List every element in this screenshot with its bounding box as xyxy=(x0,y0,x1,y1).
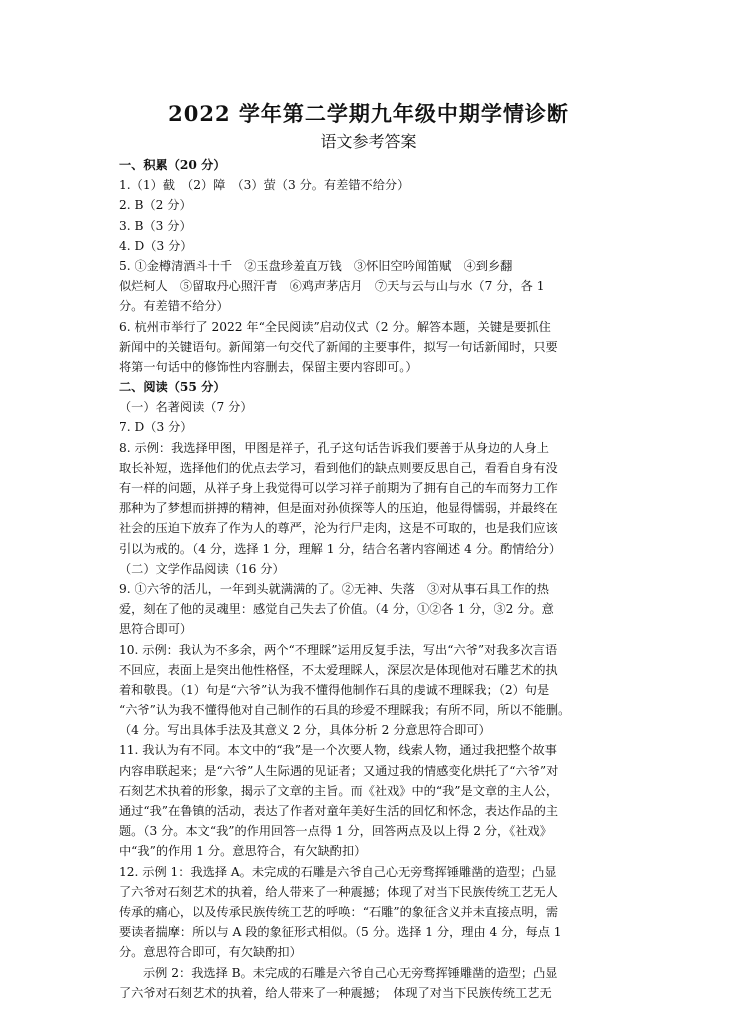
text-line: 8. 示例：我选择甲图，甲图是祥子，孔子这句话告诉我们要善于从身边的人身上 xyxy=(119,440,549,455)
text-line: 社会的压迫下放弃了作为人的尊严，沦为行尸走肉，这是不可取的，也是我们应该 xyxy=(119,521,558,536)
text-line: 1.（1）截 （2）障 （3）萤（3 分。有差错不给分） xyxy=(119,178,410,193)
text-line: 中“我”的作用 1 分。意思符合，有欠缺酌扣） xyxy=(119,844,367,859)
text-line: 传承的痛心，以及传承民族传统工艺的呼唤：“石雕”的象征含义并未直接点明，需 xyxy=(119,904,559,919)
text-line: （一）名著阅读（7 分） xyxy=(119,400,253,415)
section-heading: 一、积累（20 分） xyxy=(119,158,226,172)
section-heading: 二、阅读（55 分） xyxy=(119,380,226,395)
text-line: 7. D（3 分） xyxy=(119,420,193,435)
text-line: 10. 示例：我认为不多余，两个“不理睬”运用反复手法，写出“六爷”对我多次言语 xyxy=(119,642,558,657)
text-line: 着和敬畏。（1）句是“六爷”认为我不懂得他制作石具的虔诚不理睬我；（2）句是 xyxy=(119,682,550,697)
document-subtitle: 语文参考答案 xyxy=(320,132,417,151)
text-line: 分。意思符合即可，有欠缺酌扣） xyxy=(119,945,302,960)
text-line: 要读者揣摩：所以与 A 段的象征形式相似。（5 分。选择 1 分，理由 4 分，每点 1 xyxy=(119,925,562,940)
text-line: 取长补短，选择他们的优点去学习，看到他们的缺点则要反思自己，看看自身有没 xyxy=(119,460,558,475)
text-line: 石刻艺术执着的形象，揭示了文章的主旨。而《社戏》中的“我”是文章的主人公， xyxy=(119,783,559,798)
text-line: 12. 示例 1：我选择 A。未完成的石雕是六爷自己心无旁骛挥锤雕凿的造型；凸显 xyxy=(119,864,557,879)
text-line: 不回应，表面上是突出他性格怪，不太爱理睬人，深层次是体现他对石雕艺术的执 xyxy=(119,662,558,677)
text-line: 引以为戒的。（4 分，选择 1 分，理解 1 分，结合名著内容阐述 4 分。酌情给分） xyxy=(119,541,562,556)
text-line: 内容串联起来；是“六爷”人生际遇的见证者；又通过我的情感变化烘托了“六爷”对 xyxy=(119,763,559,778)
text-line: 了六爷对石刻艺术的执着，给人带来了一种震撼；体现了对当下民族传统工艺无人 xyxy=(119,884,558,899)
text-line: （二）文学作品阅读（16 分） xyxy=(119,561,285,576)
text-line: （4 分。写出具体手法及其意义 2 分，具体分析 2 分意思符合即可） xyxy=(119,723,491,738)
text-line: 了六爷对石刻艺术的执着，给人带来了一种震撼； 体现了对当下民族传统工艺无 xyxy=(119,985,552,1000)
text-line: 3. B（3 分） xyxy=(119,218,192,233)
text-line: 似烂柯人 ⑤留取丹心照汗青 ⑥鸡声茅店月 ⑦天与云与山与水（7 分，各 1 xyxy=(119,279,545,294)
text-line: 爱，刻在了他的灵魂里：感觉自己失去了价值。（4 分，①②各 1 分，③2 分。意 xyxy=(119,602,554,617)
text-line: 2. B（2 分） xyxy=(119,198,192,213)
text-line: 4. D（3 分） xyxy=(119,238,193,253)
text-line: 将第一句话中的修饰性内容删去，保留主要内容即可。） xyxy=(119,359,418,374)
text-line: 5. ①金樽清酒斗十千 ②玉盘珍羞直万钱 ③怀旧空吟闻笛赋 ④到乡翻 xyxy=(119,258,513,273)
text-line: 有一样的问题，从祥子身上我觉得可以学习祥子前期为了拥有自己的车而努力工作 xyxy=(119,481,558,495)
text-line: 那种为了梦想而拼搏的精神，但是面对孙侦探等人的压迫，他显得懦弱，并最终在 xyxy=(119,501,558,516)
document-title: 2022 学年第二学期九年级中期学情诊断 xyxy=(168,101,569,126)
text-line: 6. 杭州市举行了 2022 年“全民阅读”启动仪式（2 分。解答本题，关键是要抓住 xyxy=(119,319,551,334)
text-line: 11. 我认为有不同。本文中的“我”是一个次要人物，线索人物，通过我把整个故事 xyxy=(119,743,557,758)
text-line: 思符合即可） xyxy=(119,622,193,637)
text-line: 分。有差错不给分） xyxy=(119,299,229,314)
answer-body xyxy=(119,155,625,1003)
text-line: 示例 2：我选择 B。未完成的石雕是六爷自己心无旁骛挥锤雕凿的造型；凸显 xyxy=(143,965,558,980)
text-line: 题。（3 分。本文“我”的作用回答一点得 1 分，回答两点及以上得 2 分，《社戏》 xyxy=(119,824,552,839)
text-line: 通过“我”在鲁镇的活动，表达了作者对童年美好生活的回忆和怀念，表达作品的主 xyxy=(119,804,559,818)
text-line: 新闻中的关键语句。新闻第一句交代了新闻的主要事件，拟写一句话新闻时，只要 xyxy=(119,339,558,354)
text-line: “六爷”认为我不懂得他对自己制作的石具的珍爱不理睬我；有所不同，所以不能删。 xyxy=(119,703,571,718)
text-line: 9. ①六爷的活儿，一年到头就满满的了。②无神、失落 ③对从事石具工作的热 xyxy=(119,581,549,596)
